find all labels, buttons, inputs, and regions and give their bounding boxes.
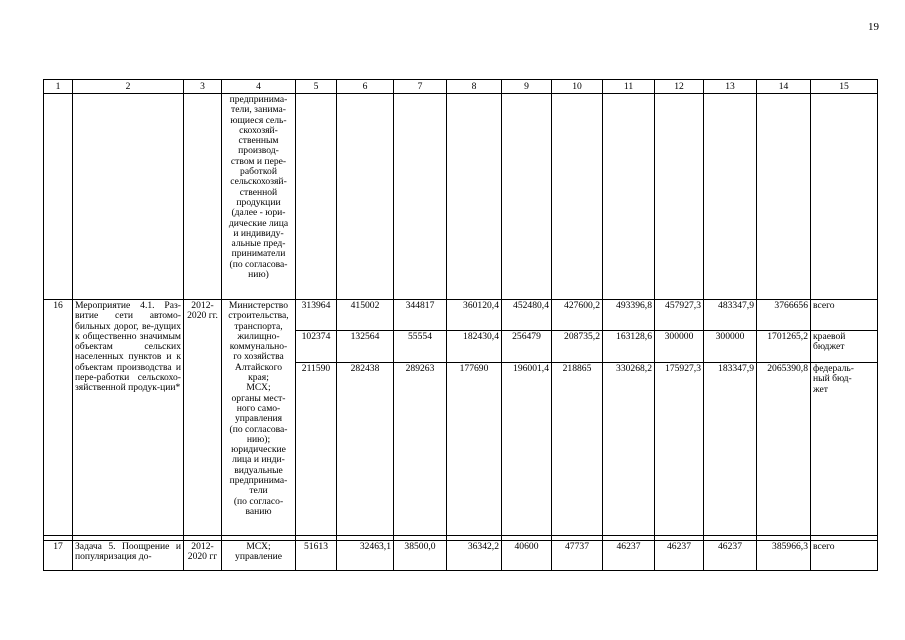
value-cell: 385966,3 — [757, 541, 811, 571]
value-cell: 46237 — [603, 541, 655, 571]
page-number: 19 — [868, 21, 879, 33]
value-cell: 163128,6 — [603, 331, 655, 363]
value-cell: 256479 — [502, 331, 552, 363]
measure-name: Задача 5. Поощрение и популяризация до- — [73, 541, 184, 571]
executor-cell: МСХ; управление — [222, 541, 296, 571]
value-cell: 2065390,8 — [757, 363, 811, 536]
funding-source: всего — [811, 300, 878, 331]
value-cell: 36342,2 — [447, 541, 502, 571]
value-cell: 300000 — [704, 331, 757, 363]
value-cell: 3766656 — [757, 300, 811, 331]
value-cell: 177690 — [447, 363, 502, 536]
value-cell: 196001,4 — [502, 363, 552, 536]
row-number: 16 — [44, 300, 73, 536]
value-cell: 182430,4 — [447, 331, 502, 363]
value-cell: 282438 — [337, 363, 394, 536]
row-number: 17 — [44, 541, 73, 571]
value-cell: 55554 — [394, 331, 447, 363]
value-cell: 300000 — [655, 331, 704, 363]
period-cell: 2012- 2020 гг — [184, 541, 222, 571]
measure-name: Мероприятие 4.1. Раз-витие сети автомо-бильных дорог, ве-дущих к общественно значимым объектам сельских населенных пунктов и к объектам производства и пере-работки сельскохо-зяйственной продук-ции* — [73, 300, 184, 536]
funding-source: федераль- ный бюд- жет — [811, 363, 878, 536]
value-cell: 47737 — [552, 541, 603, 571]
value-cell: 40600 — [502, 541, 552, 571]
column-number: 11 — [603, 80, 655, 94]
value-cell: 1701265,2 — [757, 331, 811, 363]
column-number: 13 — [704, 80, 757, 94]
value-cell: 175927,3 — [655, 363, 704, 536]
funding-source: краевой бюджет — [811, 331, 878, 363]
value-cell: 32463,1 — [337, 541, 394, 571]
column-number: 2 — [73, 80, 184, 94]
value-cell: 493396,8 — [603, 300, 655, 331]
column-number: 1 — [44, 80, 73, 94]
table-row-continuation — [44, 94, 878, 300]
column-number: 9 — [502, 80, 552, 94]
column-number: 8 — [447, 80, 502, 94]
column-number: 5 — [296, 80, 337, 94]
value-cell: 415002 — [337, 300, 394, 331]
column-number: 12 — [655, 80, 704, 94]
value-cell: 313964 — [296, 300, 337, 331]
value-cell: 483347,9 — [704, 300, 757, 331]
column-number: 10 — [552, 80, 603, 94]
table-row-16 — [44, 300, 878, 331]
column-number: 6 — [337, 80, 394, 94]
executor-cell: предпринима- тели, занима- ющиеся сель- скохозяй- ственным производ- ством и пере- работкой сельскохозяй- ственной продукции (далее - юри- дические лица и индивиду- альные пред- приниматели (по согласова- нию) — [222, 94, 296, 300]
value-cell: 360120,4 — [447, 300, 502, 331]
table-row-17 — [44, 541, 878, 571]
column-number: 14 — [757, 80, 811, 94]
column-number: 7 — [394, 80, 447, 94]
value-cell: 132564 — [337, 331, 394, 363]
value-cell: 330268,2 — [603, 363, 655, 536]
column-number: 3 — [184, 80, 222, 94]
value-cell: 208735,2 — [552, 331, 603, 363]
funding-source: всего — [811, 541, 878, 571]
value-cell: 46237 — [704, 541, 757, 571]
column-number: 4 — [222, 80, 296, 94]
value-cell: 102374 — [296, 331, 337, 363]
table-header-row — [44, 80, 878, 94]
value-cell: 289263 — [394, 363, 447, 536]
period-cell: 2012- 2020 гг. — [184, 300, 222, 536]
value-cell: 344817 — [394, 300, 447, 331]
value-cell: 218865 — [552, 363, 603, 536]
value-cell: 51613 — [296, 541, 337, 571]
value-cell: 452480,4 — [502, 300, 552, 331]
column-number: 15 — [811, 80, 878, 94]
value-cell: 38500,0 — [394, 541, 447, 571]
executor-cell: Министерство строительства, транспорта, жилищно- коммунально- го хозяйства Алтайского края; МСХ; органы мест- ного само- управления (по согласова- нию); юридические лица и инди- видуальные предпринима- тели (по согласо- ванию — [222, 300, 296, 536]
value-cell: 457927,3 — [655, 300, 704, 331]
budget-table — [43, 79, 878, 571]
value-cell: 183347,9 — [704, 363, 757, 536]
value-cell: 211590 — [296, 363, 337, 536]
value-cell: 46237 — [655, 541, 704, 571]
value-cell: 427600,2 — [552, 300, 603, 331]
